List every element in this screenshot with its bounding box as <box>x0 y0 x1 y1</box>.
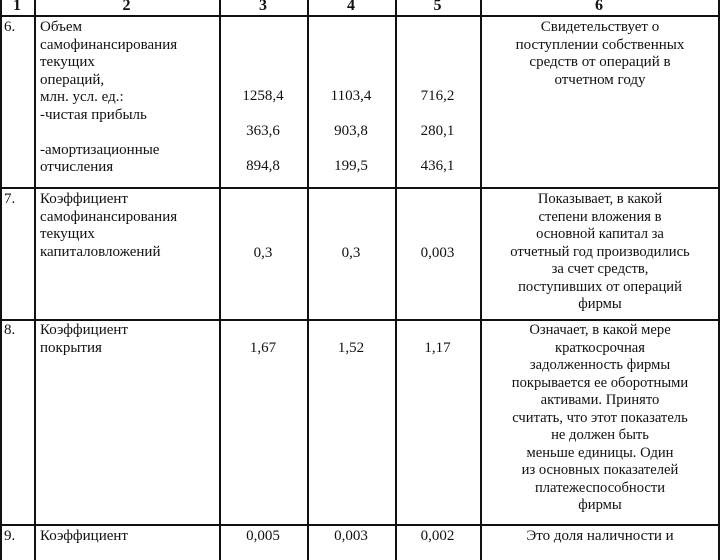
row-7-value-col3: 0,3 <box>253 245 273 261</box>
row-9-value-col4: 0,003 <box>334 528 368 544</box>
col-divider-4 <box>395 0 397 560</box>
row-6-value-col4: 1103,4 903,8 199,5 <box>330 88 372 174</box>
row-8-number: 8. <box>4 322 16 338</box>
row-7-value-col4: 0,3 <box>341 245 361 261</box>
row-7-value-col5: 0,003 <box>420 245 455 261</box>
column-header-6: 6 <box>595 0 603 14</box>
row-8-value-col5: 1,17 <box>424 340 451 356</box>
row-9-number: 9. <box>4 528 16 544</box>
row-8-bottom-border <box>0 524 720 526</box>
row-6-number: 6. <box>4 19 16 35</box>
left-border <box>0 0 2 560</box>
column-header-2: 2 <box>122 0 131 14</box>
col-divider-1 <box>34 0 36 560</box>
row-6-bottom-border <box>0 187 720 189</box>
row-9-comment: Это доля наличности и <box>526 528 674 544</box>
row-7-indicator: Коэффициент самофинансирования текущих капиталовложений <box>40 191 178 260</box>
row-6-value-col5: 716,2 280,1 436,1 <box>420 88 455 174</box>
row-7-bottom-border <box>0 319 720 321</box>
row-9-value-col5: 0,002 <box>420 528 455 544</box>
row-9-indicator: Коэффициент <box>40 528 128 544</box>
row-6-value-col3: 1258,4 363,6 894,8 <box>242 88 284 174</box>
row-8-comment: Означает, в какой мере краткосрочная задолженность фирмы покрывается ее оборотными активами. Принято считать, что этот показатель не должен быть меньше единицы. Один из основных показателей платежеспособности фирмы <box>511 322 689 513</box>
row-7-number: 7. <box>4 191 16 207</box>
row-7-comment: Показывает, в какой степени вложения в основной капитал за отчетный год производились за счет средств, поступивших от операций фирмы <box>510 191 690 312</box>
row-8-value-col3: 1,67 <box>249 340 277 356</box>
column-header-5: 5 <box>433 0 442 14</box>
row-6-indicator: Объем самофинансирования текущих операций, млн. усл. ед.: -чистая прибыль -амортизационные отчисления <box>40 19 178 175</box>
row-8-value-col4: 1,52 <box>337 340 365 356</box>
row-8-indicator: Коэффициент покрытия <box>40 322 128 356</box>
header-bottom-border <box>0 15 720 17</box>
column-header-4: 4 <box>347 0 355 14</box>
column-header-3: 3 <box>259 0 267 14</box>
row-6-comment: Свидетельствует о поступлении собственных средств от операций в отчетном году <box>515 19 685 88</box>
col-divider-3 <box>307 0 309 560</box>
col-divider-2 <box>219 0 221 560</box>
row-9-value-col3: 0,005 <box>246 528 280 544</box>
column-header-1: 1 <box>13 0 21 14</box>
